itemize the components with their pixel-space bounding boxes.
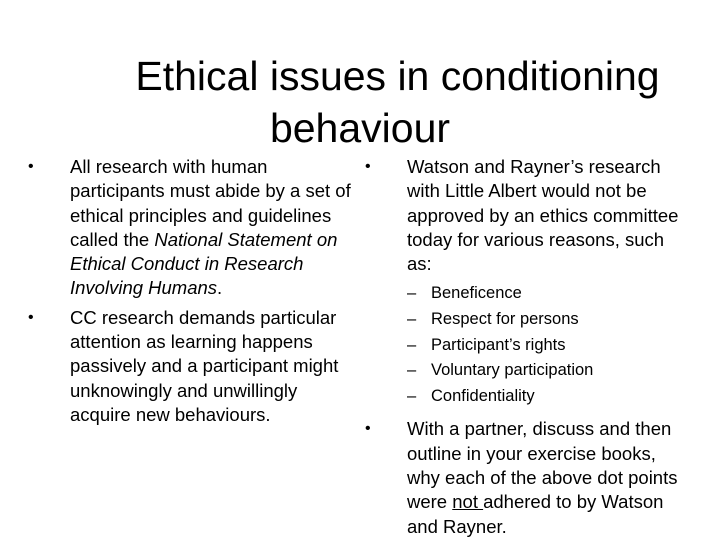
left-bullet-2: [28, 306, 358, 427]
title-line-2: behaviour: [269, 105, 451, 151]
right-bullet-2-underlined: not: [452, 491, 484, 513]
dash-icon: –: [407, 361, 417, 380]
right-bullet-2-text: [407, 417, 685, 538]
dash-icon: –: [407, 284, 417, 303]
dash-icon: –: [407, 310, 417, 329]
left-bullet-1-plain: All research with human participants must abide by a set of ethical principles and guidelines called the: [70, 156, 351, 250]
right-bullet-2-plain: With a partner, discuss and then outline in your exercise books, why each of the above dot points were: [407, 418, 678, 513]
left-bullet-2-text: CC research demands particular attention as learning happens passively and a participant might unknowingly and unwillingly acquire new behaviours.: [70, 306, 339, 425]
sub-item: [365, 281, 685, 307]
sub-item-label: Participant’s rights: [431, 335, 566, 354]
sub-item: [365, 384, 685, 410]
dash-icon: –: [407, 386, 417, 405]
left-bullet-1-text: [70, 155, 358, 301]
sub-item-label: Confidentiality: [431, 386, 535, 405]
right-bullet-1: [365, 155, 685, 276]
left-bullet-1-italic: National Statement on Ethical Conduct in Research Involving Humans: [70, 228, 338, 299]
slide-title: [0, 50, 720, 154]
bullet-icon: •: [365, 158, 371, 175]
right-bullet-1-text: Watson and Rayner’s research with Little Albert would not be approved by an ethics committee today for various reasons, such as:: [407, 156, 679, 275]
right-column: [365, 155, 685, 544]
sub-item: [365, 333, 685, 359]
bullet-icon: •: [28, 158, 34, 175]
dash-icon: –: [407, 335, 417, 354]
sub-item-label: Beneficence: [431, 284, 522, 303]
left-bullet-1-end: .: [217, 277, 223, 299]
sub-item: [365, 307, 685, 333]
sub-item-label: Respect for persons: [431, 310, 579, 329]
left-bullet-1: [28, 155, 358, 301]
left-column: [28, 155, 358, 432]
title-line-1: Ethical issues in conditioning: [135, 53, 660, 99]
bullet-icon: •: [365, 420, 371, 438]
right-bullet-2: [365, 417, 685, 538]
ethics-sub-list: [365, 281, 685, 409]
bullet-icon: •: [28, 308, 34, 326]
right-bullet-2-end: adhered to by Watson and Rayner.: [407, 491, 664, 537]
sub-item-label: Voluntary participation: [431, 361, 594, 380]
sub-item: [365, 358, 685, 384]
